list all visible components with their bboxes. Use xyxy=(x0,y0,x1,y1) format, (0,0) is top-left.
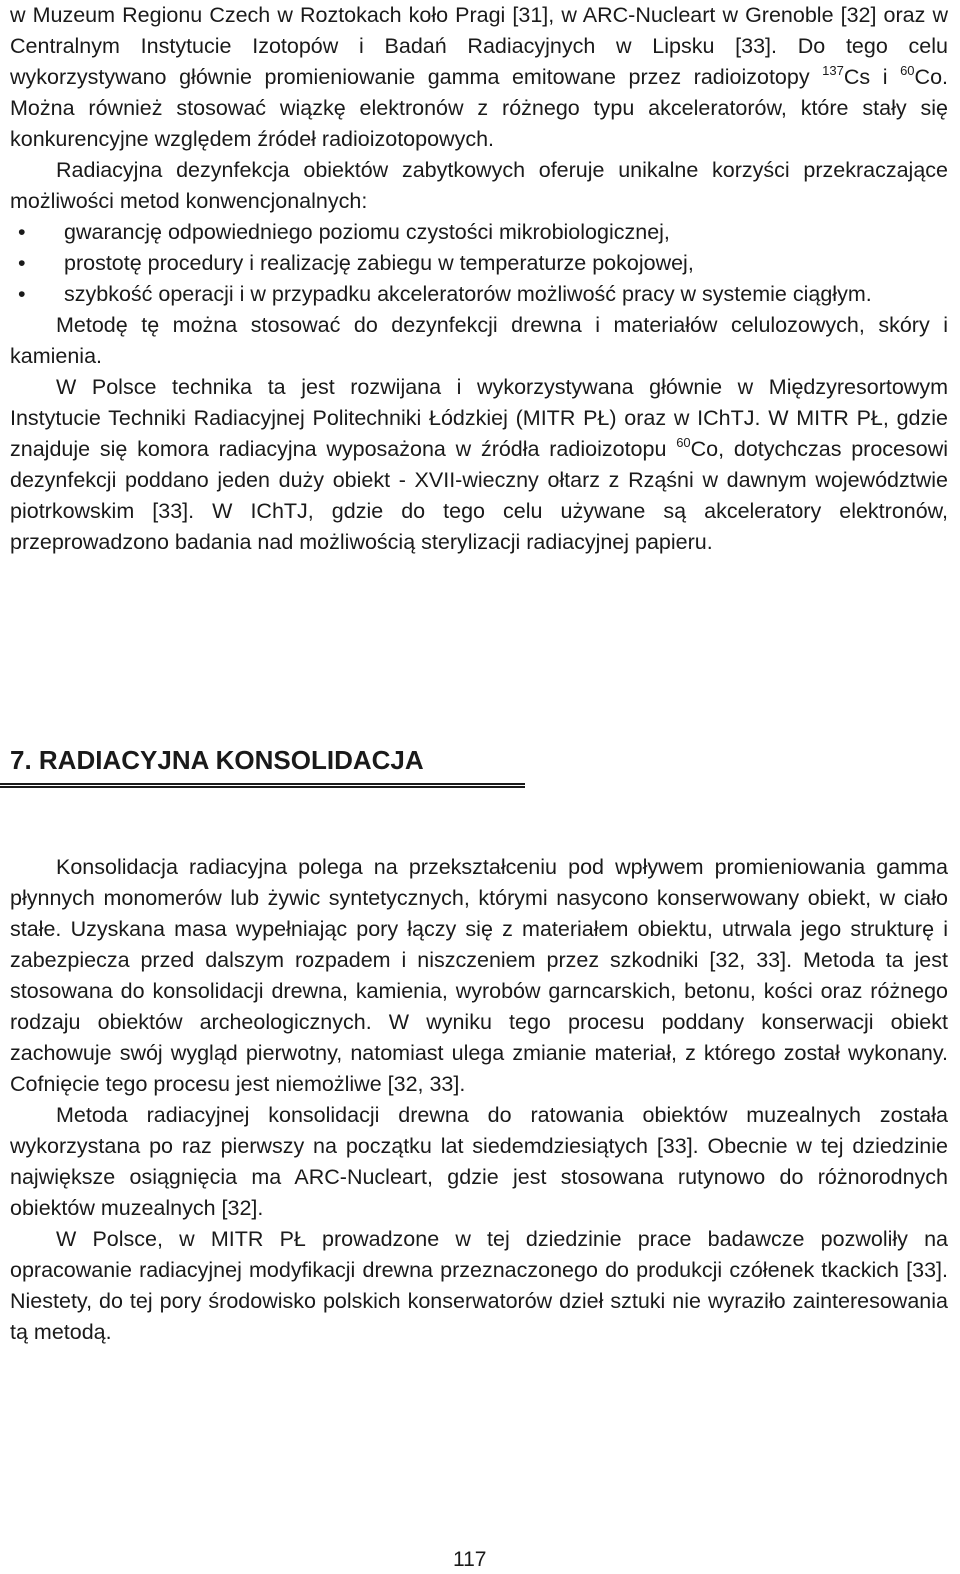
paragraph-advantages-intro: Radiacyjna dezynfekcja obiektów zabytkowych oferuje unikalne korzyści przekraczające możliwości metod konwencjonalnych: xyxy=(10,158,948,213)
list-item: • prostotę procedury i realizację zabiegu w temperaturze pokojowej, xyxy=(10,248,948,279)
advantages-list xyxy=(10,217,948,310)
list-item: • szybkość operacji i w przypadku akceleratorów możliwość pracy w systemie ciągłym. xyxy=(10,279,948,310)
isotope-mass-number: 137 xyxy=(822,63,844,78)
page-body-section-7 xyxy=(10,852,948,1348)
list-item: • gwarancję odpowiedniego poziomu czystości mikrobiologicznej, xyxy=(10,217,948,248)
page-body-section-6 xyxy=(10,0,948,558)
paragraph-materials: Metodę tę można stosować do dezynfekcji drewna i materiałów celulozowych, skóry i kamienia. xyxy=(10,313,948,368)
section-heading: 7. RADIACYJNA KONSOLIDACJA xyxy=(10,745,424,775)
heading-underline xyxy=(0,783,525,788)
paragraph-poland-usage: W Polsce technika ta jest rozwijana i wykorzystywana głównie w Międzyresortowym Instytucie Techniki Radiacyjnej Politechniki Łódzkiej (MITR PŁ) oraz w IChTJ. W MITR PŁ, gdzie znajduje się komora radiacyjna wyposażona w źródła radioizotopu $^{60}$Co, dotychczas procesowi dezynfekcji poddano jeden duży obiekt - XVII-wieczny ołtarz z Rząśni w dawnym województwie piotrkowskim [33]. W IChTJ, gdzie do tego celu używane są akceleratory elektronów, przeprowadzono badania nad możliwością sterylizacji radiacyjnej papieru. xyxy=(10,375,949,554)
paragraph-disinfection-sites: w Muzeum Regionu Czech w Roztokach koło Pragi [31], w ARC-Nucleart w Grenoble [32] oraz w Centralnym Instytucie Izotopów i Badań Radiacyjnych w Lipsku [33]. Do tego celu wykorzystywano głównie promieniowanie gamma emitowane przez radioizotopy $^{137}$Cs i $^{60}$Co. Można również stosować wiązkę elektronów z różnego typu akceleratorów, które stały się konkurencyjne względem źródeł radioizotopowych. xyxy=(10,3,949,151)
paragraph-consolidation-poland: W Polsce, w MITR PŁ prowadzone w tej dziedzinie prace badawcze pozwoliły na opracowanie radiacyjnej modyfikacji drewna przeznaczonego do produkcji czółenek tkackich [33]. Niestety, do tej pory środowisko polskich konserwatorów dzieł sztuki nie wyraziło zainteresowania tą metodą. xyxy=(10,1227,948,1344)
page-number: 117 xyxy=(453,1548,487,1571)
isotope-mass-number: 60 xyxy=(900,63,915,78)
paragraph-consolidation-history: Metoda radiacyjnej konsolidacji drewna do ratowania obiektów muzealnych została wykorzystana po raz pierwszy na początku lat siedemdziesiątych [33]. Obecnie w tej dziedzinie największe osiągnięcia ma ARC-Nucleart, gdzie jest stosowana rutynowo do różnorodnych obiektów muzealnych [32]. xyxy=(10,1103,948,1220)
paragraph-consolidation-definition: Konsolidacja radiacyjna polega na przekształceniu pod wpływem promieniowania gamma płynnych monomerów lub żywic syntetycznych, którymi nasycono konserwowany obiekt, w ciało stałe. Uzyskana masa wypełniając pory łączy się z materiałem obiektu, utrwala jego strukturę i zabezpiecza przed dalszym rozpadem i niszczeniem przez szkodniki [32, 33]. Metoda ta jest stosowana do konsolidacji drewna, kamienia, wyrobów garncarskich, betonu, kości oraz różnego rodzaju obiektów archeologicznych. W wyniku tego procesu poddany konserwacji obiekt zachowuje swój wygląd pierwotny, natomiast ulega zmianie materiał, z którego został wykonany. Cofnięcie tego procesu jest niemożliwe [32, 33]. xyxy=(10,855,948,1096)
isotope-mass-number: 60 xyxy=(676,435,691,450)
